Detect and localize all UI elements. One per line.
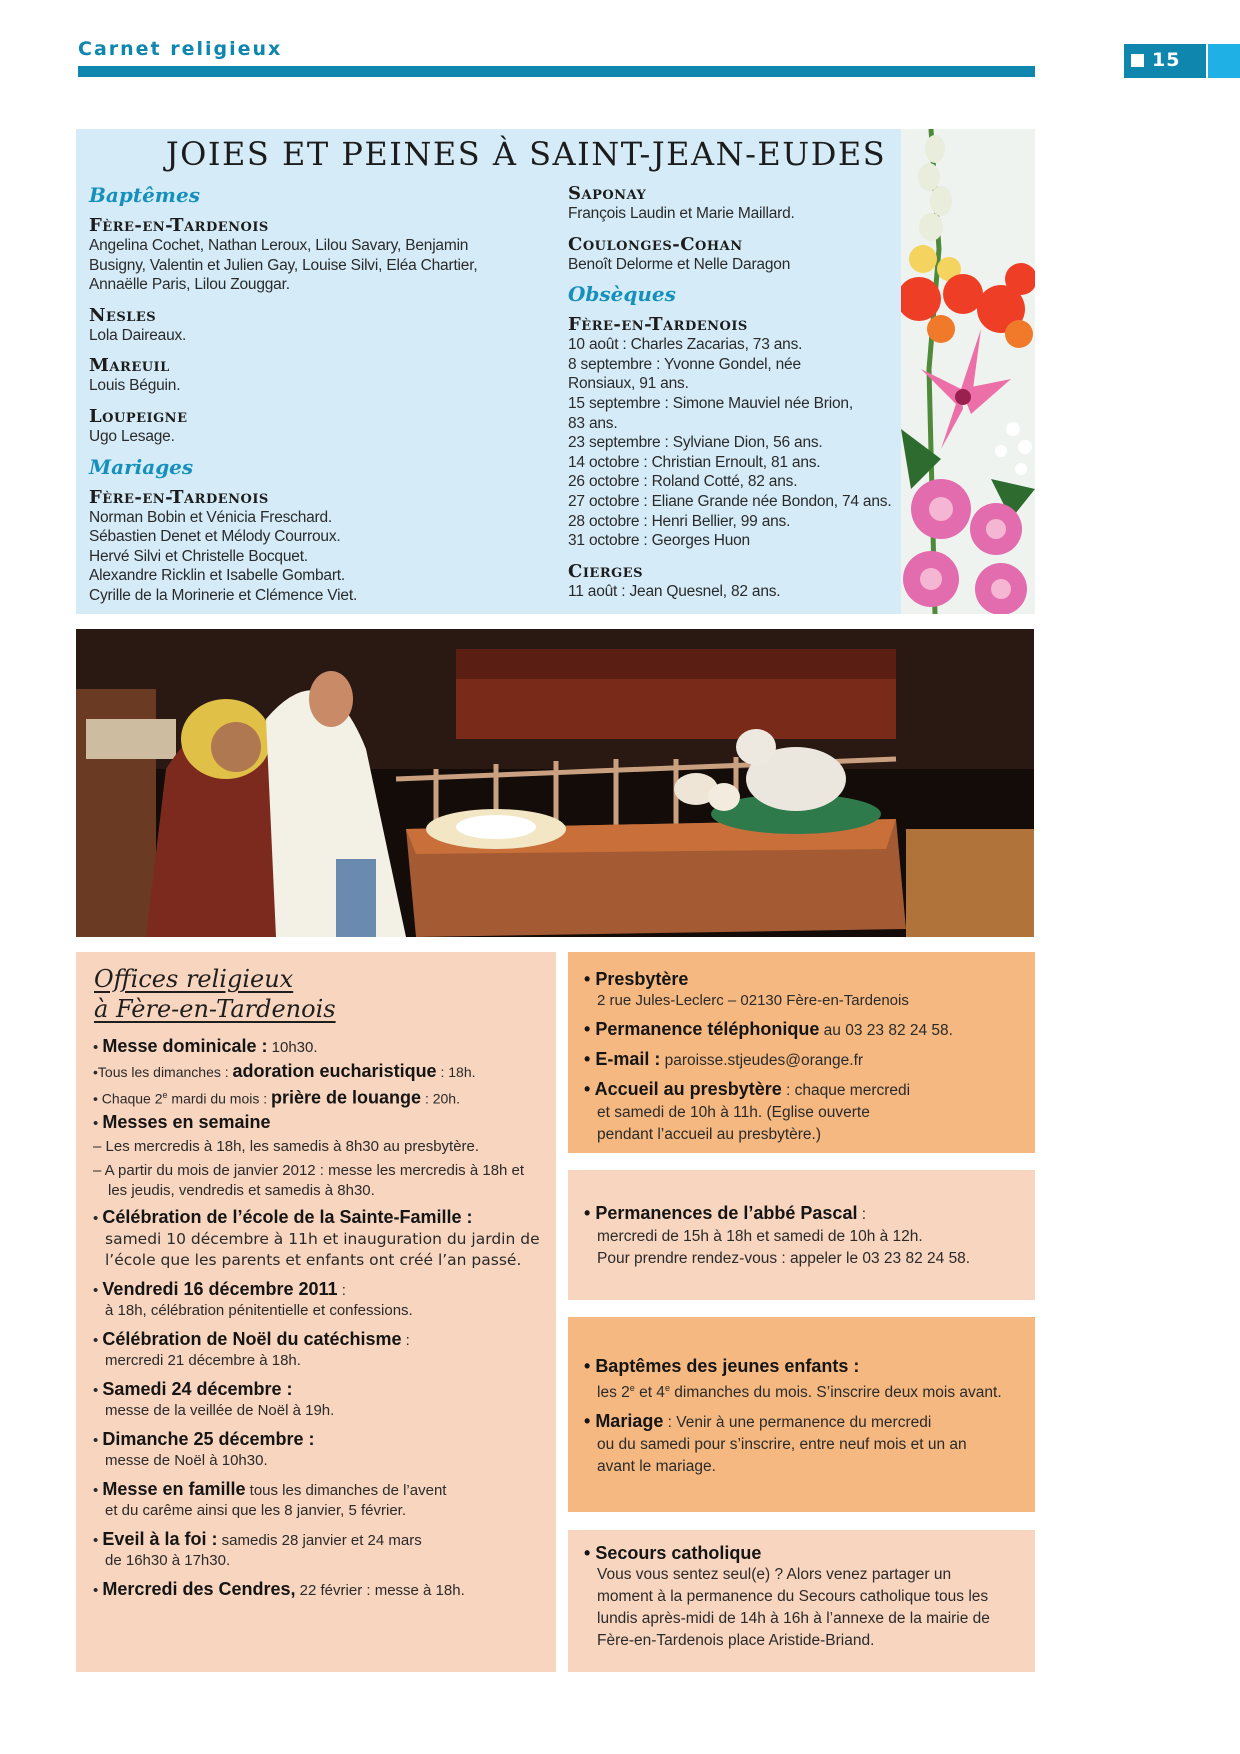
names-line: Louis Béguin. <box>89 377 181 395</box>
item-text: : <box>401 1331 410 1349</box>
item-text: pendant l’accueil au presbytère.) <box>597 1126 822 1143</box>
mariage-item: • Mariage : Venir à une permanence du mercredi ou du samedi pour s’inscrire, entre neuf mois et un an avant le mariage. <box>584 1410 1023 1478</box>
names-line: Norman Bobin et Vénicia Freschard. <box>89 508 333 526</box>
item-text: Vous vous sentez seul(e) ? Alors venez partager un <box>597 1566 952 1583</box>
item-text: 22 février : messe à 18h. <box>295 1581 465 1599</box>
square-icon <box>1131 54 1144 67</box>
joies-et-peines-box <box>76 129 1035 614</box>
joies-title: JOIES ET PEINES À SAINT-JEAN-EUDES <box>165 135 887 173</box>
obituary-line: 23 septembre : Sylviane Dion, 56 ans. <box>568 434 823 452</box>
page-number-badge <box>1124 44 1240 78</box>
dash-line: – A partir du mois de janvier 2012 : messe les mercredis à 18h et les jeudis, vendredis et samedis à 8h30. <box>93 1161 525 1199</box>
dash-line: – Les mercredis à 18h, les samedis à 8h30 au presbytère. <box>93 1137 480 1155</box>
item-label: Accueil au presbytère <box>594 1079 782 1099</box>
item-text: ou du samedi pour s’inscrire, entre neuf mois et un an <box>597 1436 967 1454</box>
louange-item: • Chaque 2e mardi du mois : prière de louange : 20h. <box>93 1087 460 1108</box>
names-line: Alexandre Ricklin et Isabelle Gombart. <box>89 567 346 585</box>
item-text: : 20h. <box>421 1090 460 1107</box>
item-label: Eveil à la foi : <box>102 1528 218 1549</box>
offices-title-line2: à Fère-en-Tardenois <box>94 995 336 1023</box>
mariages-heading: Mariages <box>89 454 194 479</box>
messes-semaine-item: • Messes en semaine <box>93 1111 271 1132</box>
header-rule <box>78 66 1035 77</box>
item-text: messe de la veillée de Noël à 19h. <box>105 1401 335 1419</box>
baptemes-heading: Baptêmes <box>89 183 200 207</box>
item-label: Permanence téléphonique <box>595 1019 820 1039</box>
accueil-item: • Accueil au presbytère : chaque mercredi et samedi de 10h à 11h. (Eglise ouverte pendant l’accueil au presbytère.) <box>584 1078 1023 1146</box>
item-text: samedi 10 décembre à 11h et inauguration du jardin de l’école que les parents et enfants ont créé l’an passé. <box>105 1229 540 1269</box>
names-line: Angelina Cochet, Nathan Leroux, Lilou Savary, Benjamin <box>89 237 469 254</box>
obituary-line: 8 septembre : Yvonne Gondel, née <box>568 355 801 373</box>
baptemes-enfants-item <box>584 1355 1023 1404</box>
obituary-line: Ronsiaux, 91 ans. <box>568 375 689 393</box>
place-heading: Fère-en-Tardenois <box>89 486 269 508</box>
item-label: Célébration de Noël du catéchisme <box>102 1328 402 1349</box>
item-text: Chaque 2 <box>101 1090 163 1107</box>
names-line: Hervé Silvi et Christelle Bocquet. <box>89 547 308 565</box>
messe-dominicale-item: • Messe dominicale : 10h30. <box>93 1036 318 1056</box>
nativity-scene-photo <box>76 629 1034 937</box>
email-link[interactable]: paroisse.stjeudes@orange.fr <box>660 1052 864 1069</box>
catechisme-item: • Célébration de Noël du catéchisme : mercredi 21 décembre à 18h. <box>93 1329 543 1371</box>
offices-box <box>76 952 556 1672</box>
item-label: Mariage <box>595 1411 664 1432</box>
item-text: samedis 28 janvier et 24 mars <box>217 1531 422 1549</box>
ecole-item: • Célébration de l’école de la Sainte-Famille : samedi 10 décembre à 11h et inauguration du jardin de l’école que les parents et enfants ont créé l’an passé. <box>93 1207 543 1271</box>
names-line: François Laudin et Marie Maillard. <box>568 205 795 222</box>
sacrements-box <box>568 1317 1035 1512</box>
item-text: à 18h, célébration pénitentielle et confessions. <box>105 1301 413 1319</box>
obituary-line: 15 septembre : Simone Mauviel née Brion, <box>568 394 853 412</box>
names-line: Sébastien Denet et Mélody Courroux. <box>89 528 341 546</box>
item-label: • Presbytère <box>584 969 689 989</box>
obituary-line: 14 octobre : Christian Ernoult, 81 ans. <box>568 453 821 471</box>
abbe-box <box>568 1170 1035 1300</box>
item-text: 10h30. <box>267 1039 318 1056</box>
item-label: Messes en semaine <box>102 1111 271 1132</box>
adoration-item: •Tous les dimanches : adoration eucharistique : 18h. <box>93 1061 476 1081</box>
place-heading: Nesles <box>89 304 157 326</box>
names-line: Cyrille de la Morinerie et Clémence Viet. <box>89 586 358 604</box>
email-item: • E-mail : paroisse.stjeudes@orange.fr <box>584 1049 864 1069</box>
section-title: Carnet religieux <box>78 38 283 60</box>
item-label: Messe dominicale : <box>102 1036 268 1056</box>
item-text: de 16h30 à 17h30. <box>105 1551 231 1569</box>
vendredi-item: • Vendredi 16 décembre 2011 : à 18h, célébration pénitentielle et confessions. <box>93 1279 543 1321</box>
item-text: : <box>857 1206 867 1223</box>
superscript: e <box>162 1090 168 1100</box>
flowers-image <box>901 129 1035 614</box>
obituary-line: 26 octobre : Roland Cotté, 82 ans. <box>568 473 798 491</box>
item-text: Pour prendre rendez-vous : appeler le 03 23 82 24 58. <box>597 1250 971 1267</box>
obseques-heading: Obsèques <box>568 282 676 307</box>
item-text: : <box>337 1281 346 1299</box>
item-text: : 18h. <box>436 1064 476 1080</box>
obituary-line: 28 octobre : Henri Bellier, 99 ans. <box>568 512 791 530</box>
item-text: Tous les dimanches : <box>97 1064 233 1080</box>
presbytere-item <box>584 968 1023 1012</box>
item-label: • Baptêmes des jeunes enfants : <box>584 1356 860 1376</box>
item-label: • Secours catholique <box>584 1543 762 1563</box>
item-label: Dimanche 25 décembre : <box>102 1428 315 1449</box>
page-number: 15 <box>1152 49 1181 71</box>
item-text: messe de Noël à 10h30. <box>105 1451 268 1469</box>
obituary-line: 11 août : Jean Quesnel, 82 ans. <box>568 582 781 600</box>
cendres-item: • Mercredi des Cendres, 22 février : messe à 18h. <box>93 1578 465 1599</box>
address-text: 2 rue Jules-Leclerc – 02130 Fère-en-Tardenois <box>597 992 909 1009</box>
secours-box <box>568 1530 1035 1672</box>
item-label: Samedi 24 décembre : <box>102 1378 293 1399</box>
item-text: mercredi de 15h à 18h et samedi de 10h à 12h. <box>597 1228 923 1245</box>
offices-title <box>94 964 336 1024</box>
item-text: lundis après-midi de 14h à 16h à l’annexe de la mairie de <box>597 1610 990 1627</box>
names-line: Ugo Lesage. <box>89 427 175 445</box>
item-text: tous les dimanches de l’avent <box>245 1481 447 1499</box>
names-line: Annaëlle Paris, Lilou Zouggar. <box>89 276 290 294</box>
item-text: et samedi de 10h à 11h. (Eglise ouverte <box>597 1104 870 1121</box>
offices-list <box>93 1036 543 1604</box>
names-line: Benoît Delorme et Nelle Daragon <box>568 255 791 273</box>
messe-famille-item: • Messe en famille tous les dimanches de l’avent et du carême ainsi que les 8 janvier, 5 février. <box>93 1479 543 1521</box>
item-text: : chaque mercredi <box>781 1082 911 1099</box>
item-label: Célébration de l’école de la Sainte-Famille : <box>102 1206 473 1227</box>
item-label: Mercredi des Cendres, <box>102 1578 296 1599</box>
eveil-item: • Eveil à la foi : samedis 28 janvier et 24 mars de 16h30 à 17h30. <box>93 1529 543 1571</box>
obituary-line: 83 ans. <box>568 414 618 432</box>
names-line: Busigny, Valentin et Julien Gay, Louise Silvi, Eléa Chartier, <box>89 256 478 274</box>
item-label: Permanences de l’abbé Pascal <box>595 1203 858 1223</box>
place-heading: Fère-en-Tardenois <box>568 314 748 336</box>
item-label: adoration eucharistique <box>232 1061 437 1081</box>
item-label: Vendredi 16 décembre 2011 <box>102 1278 338 1299</box>
item-label: prière de louange <box>271 1087 422 1108</box>
names-line: Lola Daireaux. <box>89 326 187 344</box>
samedi-item: • Samedi 24 décembre : messe de la veillée de Noël à 19h. <box>93 1379 543 1421</box>
item-text: : Venir à une permanence du mercredi <box>663 1414 932 1432</box>
item-text: Fère-en-Tardenois place Aristide-Briand. <box>597 1632 875 1649</box>
item-text: les 2e et 4e dimanches du mois. S’inscrire deux mois avant. <box>597 1383 1002 1402</box>
item-text: mercredi 21 décembre à 18h. <box>105 1351 301 1369</box>
permanence-item: • Permanence téléphonique au 03 23 82 24 58. <box>584 1019 953 1039</box>
place-heading: Saponay <box>568 183 647 204</box>
place-heading: Loupeigne <box>89 405 188 427</box>
item-text: avant le mariage. <box>597 1458 716 1476</box>
left-column <box>89 179 549 606</box>
item-label: Messe en famille <box>102 1478 246 1499</box>
obituary-line: 31 octobre : Georges Huon <box>568 532 750 550</box>
item-text: mardi du mois : <box>167 1090 272 1107</box>
place-heading: Coulonges-Cohan <box>568 233 743 255</box>
phone-text: au 03 23 82 24 58. <box>819 1022 953 1039</box>
item-text: moment à la permanence du Secours catholique tous les <box>597 1588 989 1605</box>
dimanche-item: • Dimanche 25 décembre : messe de Noël à 10h30. <box>93 1429 543 1471</box>
item-label: E-mail : <box>595 1049 661 1069</box>
presbytere-box <box>568 952 1035 1153</box>
obituary-line: 10 août : Charles Zacarias, 73 ans. <box>568 336 803 354</box>
obituary-line: 27 octobre : Eliane Grande née Bondon, 74 ans. <box>568 492 892 510</box>
item-text: et du carême ainsi que les 8 janvier, 5 février. <box>105 1501 406 1519</box>
place-heading: Fère-en-Tardenois <box>89 215 269 236</box>
offices-title-line1: Offices religieux <box>94 965 294 993</box>
place-heading: Cierges <box>568 560 644 582</box>
abbe-item: • Permanences de l’abbé Pascal : <box>584 1203 867 1223</box>
place-heading: Mareuil <box>89 355 170 377</box>
